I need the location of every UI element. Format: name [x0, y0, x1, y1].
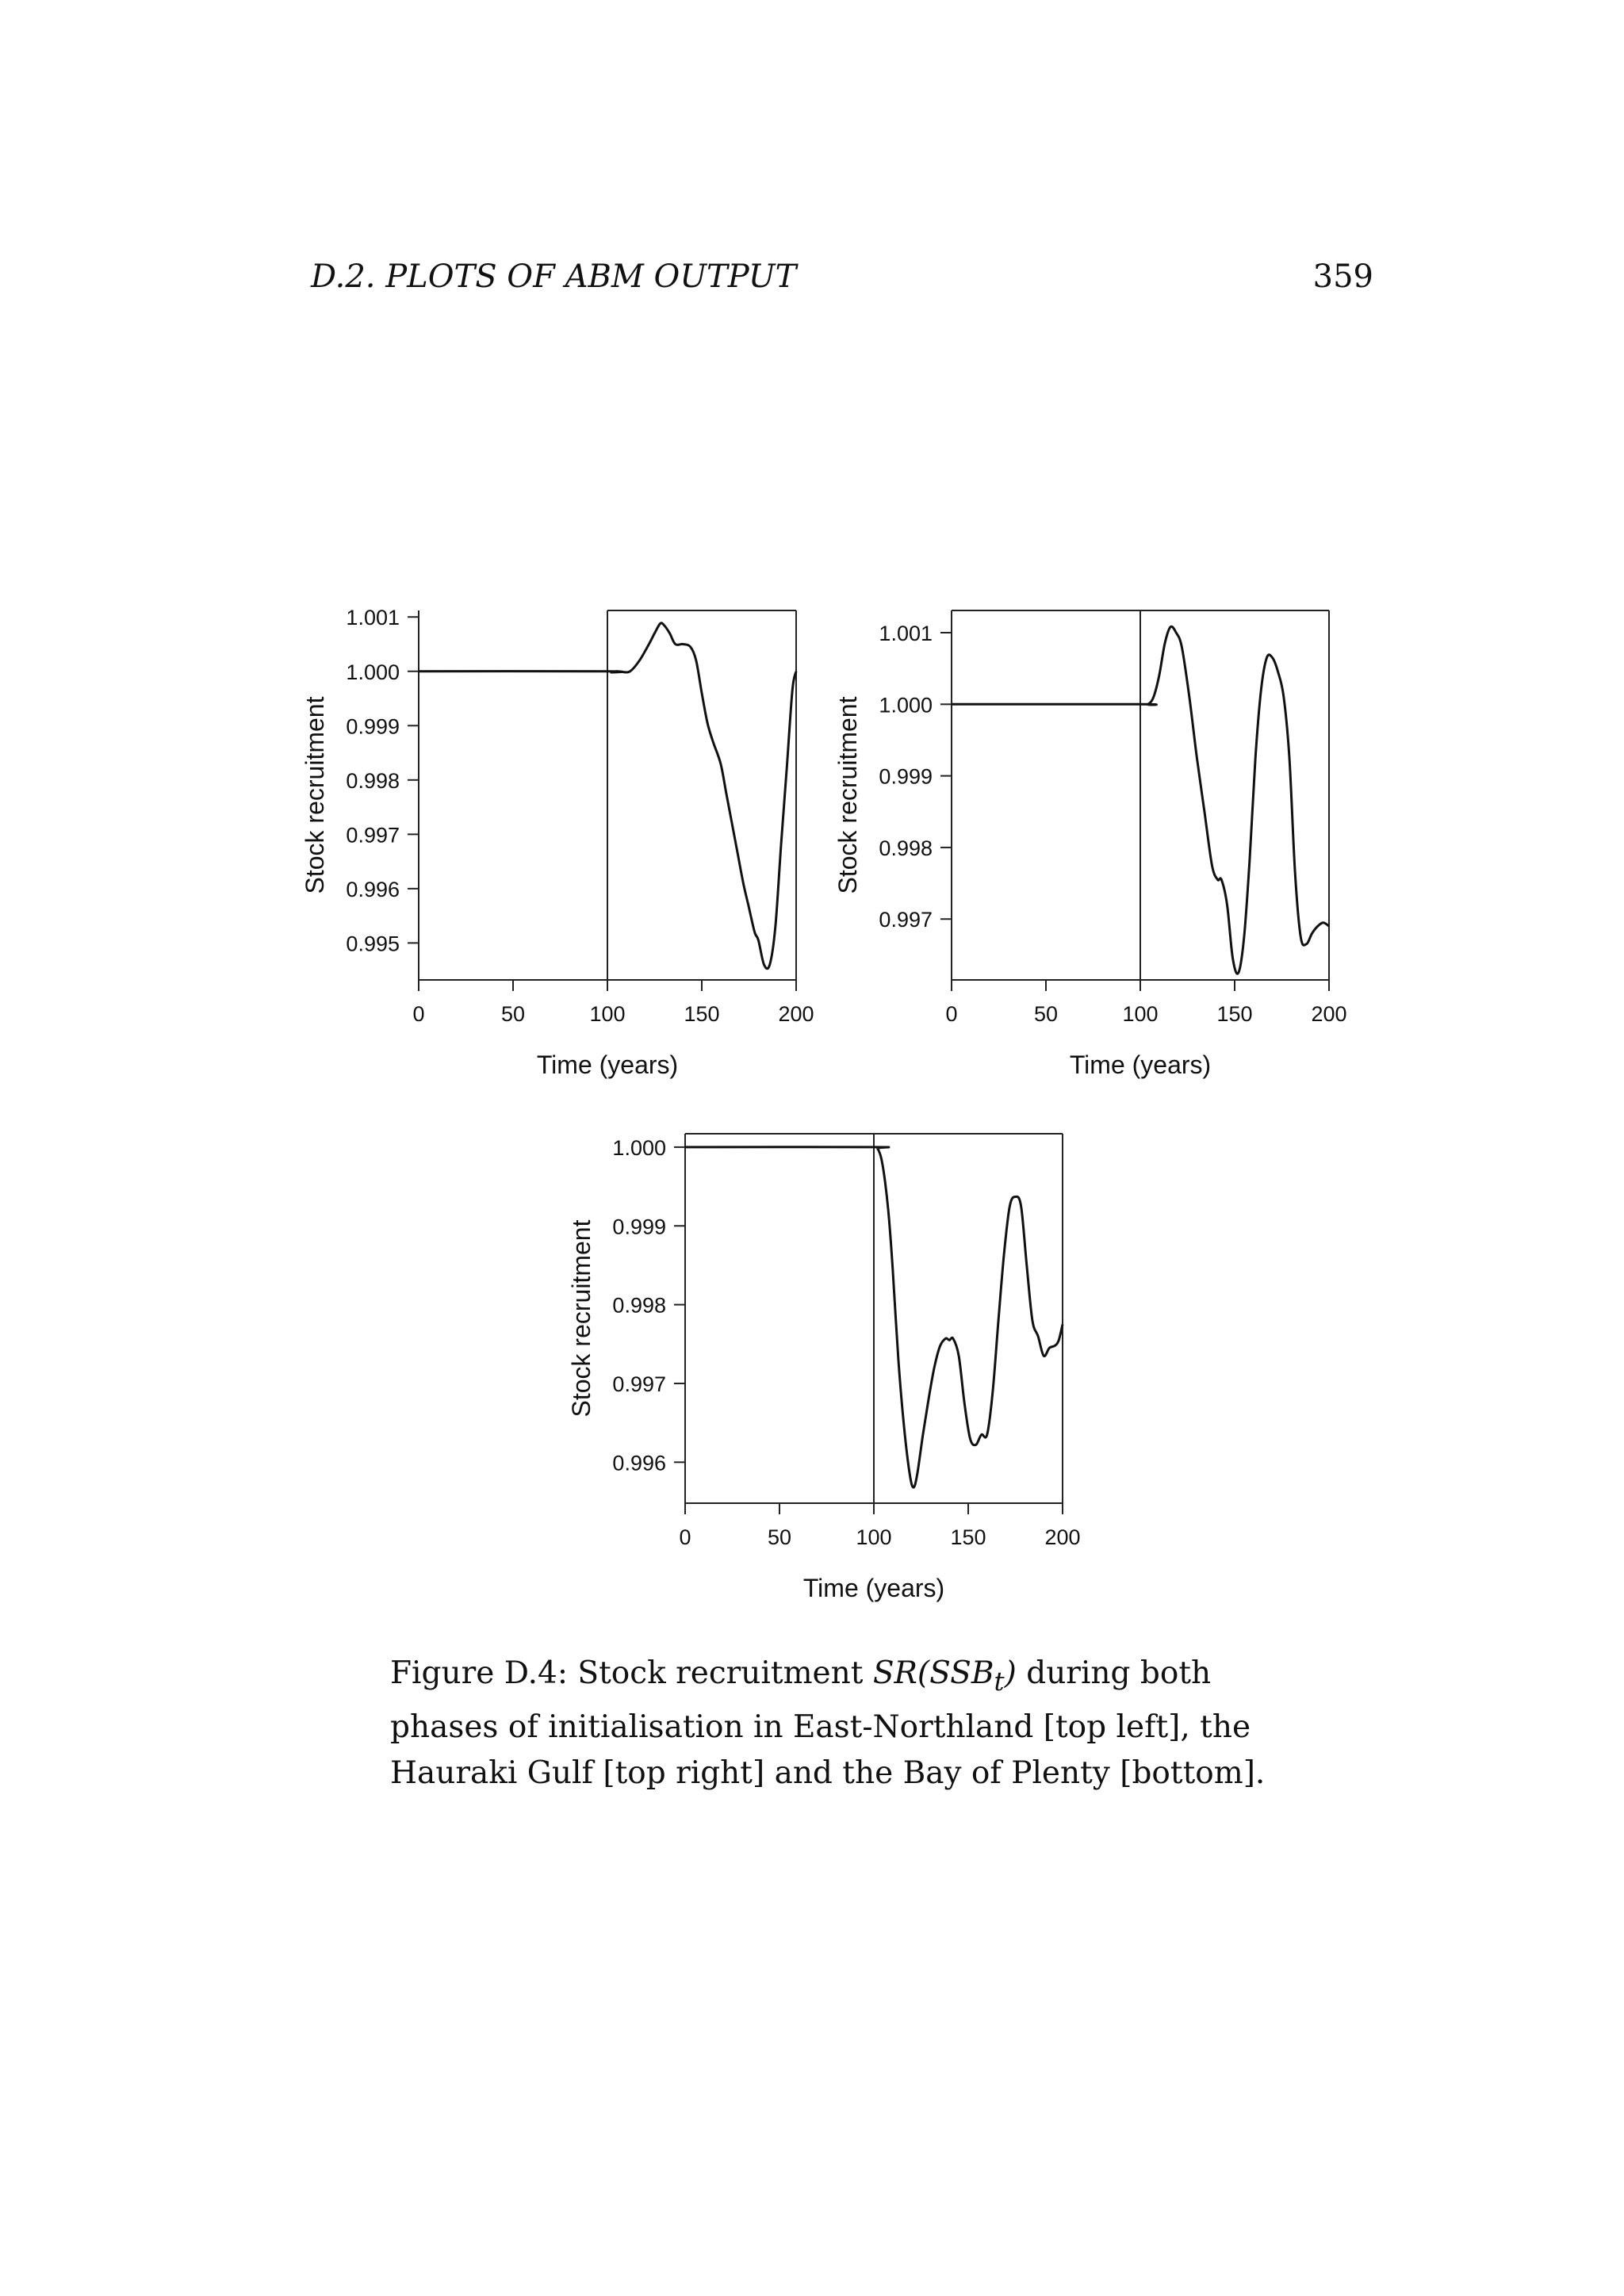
caption-math	[872, 1655, 1017, 1697]
chart-1-y-tick-label: 1.000	[879, 693, 933, 718]
chart-east-northland	[301, 587, 825, 1094]
chart-1-x-tick-label: 0	[945, 1002, 958, 1026]
chart-2-x-tick-label: 200	[1044, 1525, 1081, 1549]
chart-bay-of-plenty-svg	[568, 1110, 1091, 1617]
page-number: 359	[1312, 258, 1373, 295]
chart-0-y-axis-label: Stock recruitment	[301, 696, 329, 894]
chart-bay-of-plenty	[568, 1110, 1091, 1617]
caption-math-close: )	[1004, 1655, 1017, 1691]
caption-math-subscript: t	[994, 1666, 1005, 1697]
chart-east-northland-svg	[301, 587, 825, 1094]
chart-1-y-tick-label: 0.999	[879, 764, 933, 789]
caption-prefix: Figure D.4: Stock recruitment	[390, 1655, 873, 1691]
chart-0-x-tick-label: 100	[589, 1002, 626, 1026]
chart-0-y-tick-label: 1.000	[346, 660, 400, 684]
chart-1-x-tick-label: 150	[1216, 1002, 1253, 1026]
chart-2-y-tick-label: 0.998	[612, 1293, 666, 1318]
chart-1-y-tick-label: 1.001	[879, 621, 933, 645]
chart-1-x-tick-label: 200	[1311, 1002, 1347, 1026]
chart-hauraki-gulf-svg	[834, 587, 1358, 1094]
chart-1-y-tick-label: 0.998	[879, 836, 933, 860]
chart-2-x-tick-label: 150	[950, 1525, 986, 1549]
running-title: D.2. PLOTS OF ABM OUTPUT	[311, 258, 797, 295]
chart-0-y-tick-label: 0.995	[346, 932, 400, 956]
chart-2-x-tick-label: 50	[767, 1525, 792, 1549]
chart-0-x-axis-label: Time (years)	[536, 1050, 679, 1079]
chart-0-y-tick-label: 0.996	[346, 877, 400, 901]
chart-1-x-tick-label: 50	[1033, 1002, 1059, 1026]
chart-1-y-axis-label: Stock recruitment	[833, 696, 862, 894]
chart-0-x-tick-label: 0	[412, 1002, 425, 1026]
chart-0-y-tick-label: 0.999	[346, 714, 400, 739]
chart-2-y-axis-label: Stock recruitment	[567, 1219, 596, 1418]
caption-math-main: SR(SSB	[872, 1655, 994, 1691]
chart-1-x-axis-label: Time (years)	[1069, 1050, 1212, 1079]
caption-suffix: during both phases of initialisation in East-Northland [top left], the Hauraki Gulf [top right] and the Bay of Plenty [bottom].	[390, 1655, 1266, 1791]
chart-2-y-tick-label: 0.997	[612, 1372, 666, 1396]
chart-0-x-tick-label: 150	[684, 1002, 720, 1026]
chart-2-x-tick-label: 100	[856, 1525, 892, 1549]
chart-0-y-tick-label: 0.997	[346, 823, 400, 848]
chart-0-y-tick-label: 0.998	[346, 768, 400, 793]
chart-2-x-axis-label: Time (years)	[802, 1574, 945, 1602]
figure-caption	[390, 1651, 1310, 1797]
chart-1-y-tick-label: 0.997	[879, 908, 933, 932]
chart-2-y-tick-label: 0.996	[612, 1451, 666, 1475]
running-header	[311, 258, 1373, 306]
chart-1-x-tick-label: 100	[1122, 1002, 1159, 1026]
chart-hauraki-gulf	[834, 587, 1358, 1094]
chart-0-y-tick-label: 1.001	[346, 606, 400, 630]
chart-2-x-tick-label: 0	[679, 1525, 691, 1549]
chart-0-x-tick-label: 200	[778, 1002, 814, 1026]
chart-2-y-tick-label: 1.000	[612, 1135, 666, 1160]
chart-2-y-tick-label: 0.999	[612, 1215, 666, 1239]
chart-0-x-tick-label: 50	[500, 1002, 526, 1026]
